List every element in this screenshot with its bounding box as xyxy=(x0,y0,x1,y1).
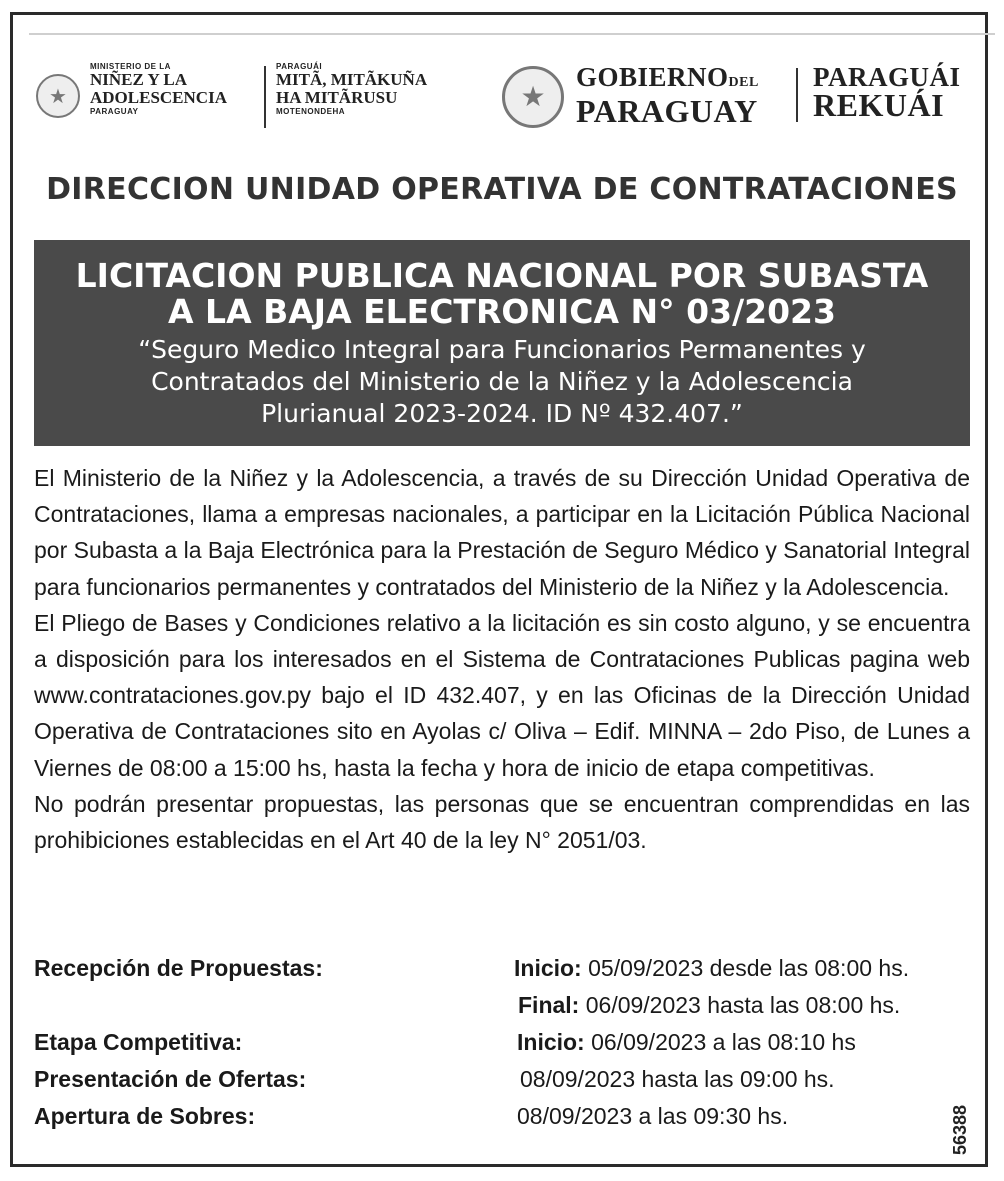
star-icon: ★ xyxy=(520,80,546,113)
body-paragraph-2: El Pliego de Bases y Condiciones relativo a la licitación es sin costo alguno, y se encuentra a disposición para los interesados en el Sistema de Contrataciones Publicas pagina web www.contrataciones.gov.py bajo el ID 432.407, y en las Oficinas de la Dirección Unidad Operativa de Contrataciones sito en Ayolas c/ Oliva – Edif. MINNA – 2do Piso, de Lunes a Viernes de 08:00 a 15:00 hs, hasta la fecha y hora de inicio de etapa competitivas. xyxy=(34,609,970,781)
rekuai-logo xyxy=(813,62,961,123)
schedule-row-opening xyxy=(34,1103,974,1139)
star-icon: ★ xyxy=(49,84,67,108)
reception-start-label: Inicio: xyxy=(514,955,582,981)
national-seal-icon xyxy=(36,74,80,118)
government-line1: GOBIERNO xyxy=(576,62,729,92)
motto-logo xyxy=(276,62,427,116)
banner-subtitle-line1: “Seguro Medico Integral para Funcionarios Permanentes y xyxy=(138,335,866,364)
opening-label: Apertura de Sobres: xyxy=(34,1103,256,1129)
government-seal-icon xyxy=(502,66,564,128)
competitive-start-label: Inicio: xyxy=(517,1029,585,1055)
motto-line1: MITÃ, MITÃKUÑA xyxy=(276,70,428,89)
rekuai-line1: PARAGUÁI xyxy=(813,62,961,92)
motto-small-bottom: MOTENONDEHA xyxy=(276,107,346,116)
competitive-start xyxy=(517,1029,856,1056)
department-title: DIRECCION UNIDAD OPERATIVA DE CONTRATACIONES xyxy=(46,172,958,207)
competitive-start-value: 06/09/2023 a las 08:10 hs xyxy=(584,1029,856,1055)
body-paragraph-1: El Ministerio de la Niñez y la Adolescencia, a través de su Dirección Unidad Operativa de Contrataciones, llama a empresas nacionales, a participar en la Licitación Pública Nacional por Subasta a la Baja Electrónica para la Prestación de Seguro Médico y Sanatorial Integral para funcionarios permanentes y contratados del Ministerio de la Niñez y la Adolescencia. xyxy=(34,465,970,600)
rekuai-line2: REKUÁI xyxy=(813,87,945,123)
reception-end-label: Final: xyxy=(518,992,580,1018)
opening-value: 08/09/2023 a las 09:30 hs. xyxy=(517,1103,789,1129)
government-line2: PARAGUAY xyxy=(576,93,758,129)
banner-title-line1: LICITACION PUBLICA NACIONAL POR SUBASTA xyxy=(75,256,929,295)
banner-title-line2: A LA BAJA ELECTRONICA N° 03/2023 xyxy=(168,292,836,331)
offers-label: Presentación de Ofertas: xyxy=(34,1066,307,1092)
schedule-row-reception xyxy=(34,955,974,991)
offers-value: 08/09/2023 hasta las 09:00 hs. xyxy=(520,1066,835,1092)
government-line1-small: DEL xyxy=(728,75,759,90)
header xyxy=(18,40,978,140)
motto-line2: HA MITÃRUSU xyxy=(276,88,398,107)
ministry-logo xyxy=(90,62,227,116)
reception-start xyxy=(514,955,909,982)
logo-divider xyxy=(264,66,266,128)
reception-label: Recepción de Propuestas: xyxy=(34,955,323,981)
banner-subtitle-line3: Plurianual 2023-2024. ID Nº 432.407.” xyxy=(261,399,743,428)
government-divider xyxy=(796,68,798,122)
reception-start-value: 05/09/2023 desde las 08:00 hs. xyxy=(581,955,910,981)
government-logo xyxy=(576,62,759,129)
schedule-row-offers xyxy=(34,1066,974,1102)
ministry-small-bottom: PARAGUAY xyxy=(90,107,139,116)
schedule-row-competitive xyxy=(34,1029,974,1065)
schedule-row-reception-end xyxy=(34,992,974,1028)
body-paragraph-3: No podrán presentar propuestas, las personas que se encuentran comprendidas en las prohibiciones establecidas en el Art 40 de la ley N° 2051/03. xyxy=(34,790,970,854)
top-rule xyxy=(29,33,995,35)
notice-body xyxy=(34,460,970,858)
reception-end-value: 06/09/2023 hasta las 08:00 hs. xyxy=(579,992,901,1018)
ministry-small-top: MINISTERIO DE LA xyxy=(90,62,171,71)
reception-end xyxy=(518,992,900,1019)
ministry-line1: NIÑEZ Y LA xyxy=(90,70,187,89)
competitive-label: Etapa Competitiva: xyxy=(34,1029,243,1055)
ministry-line2: ADOLESCENCIA xyxy=(90,88,227,107)
motto-small-top: PARAGUÁI xyxy=(276,62,323,71)
tender-banner xyxy=(34,240,970,446)
banner-subtitle-line2: Contratados del Ministerio de la Niñez y la Adolescencia xyxy=(151,367,853,396)
ad-code: 56388 xyxy=(950,1104,970,1155)
